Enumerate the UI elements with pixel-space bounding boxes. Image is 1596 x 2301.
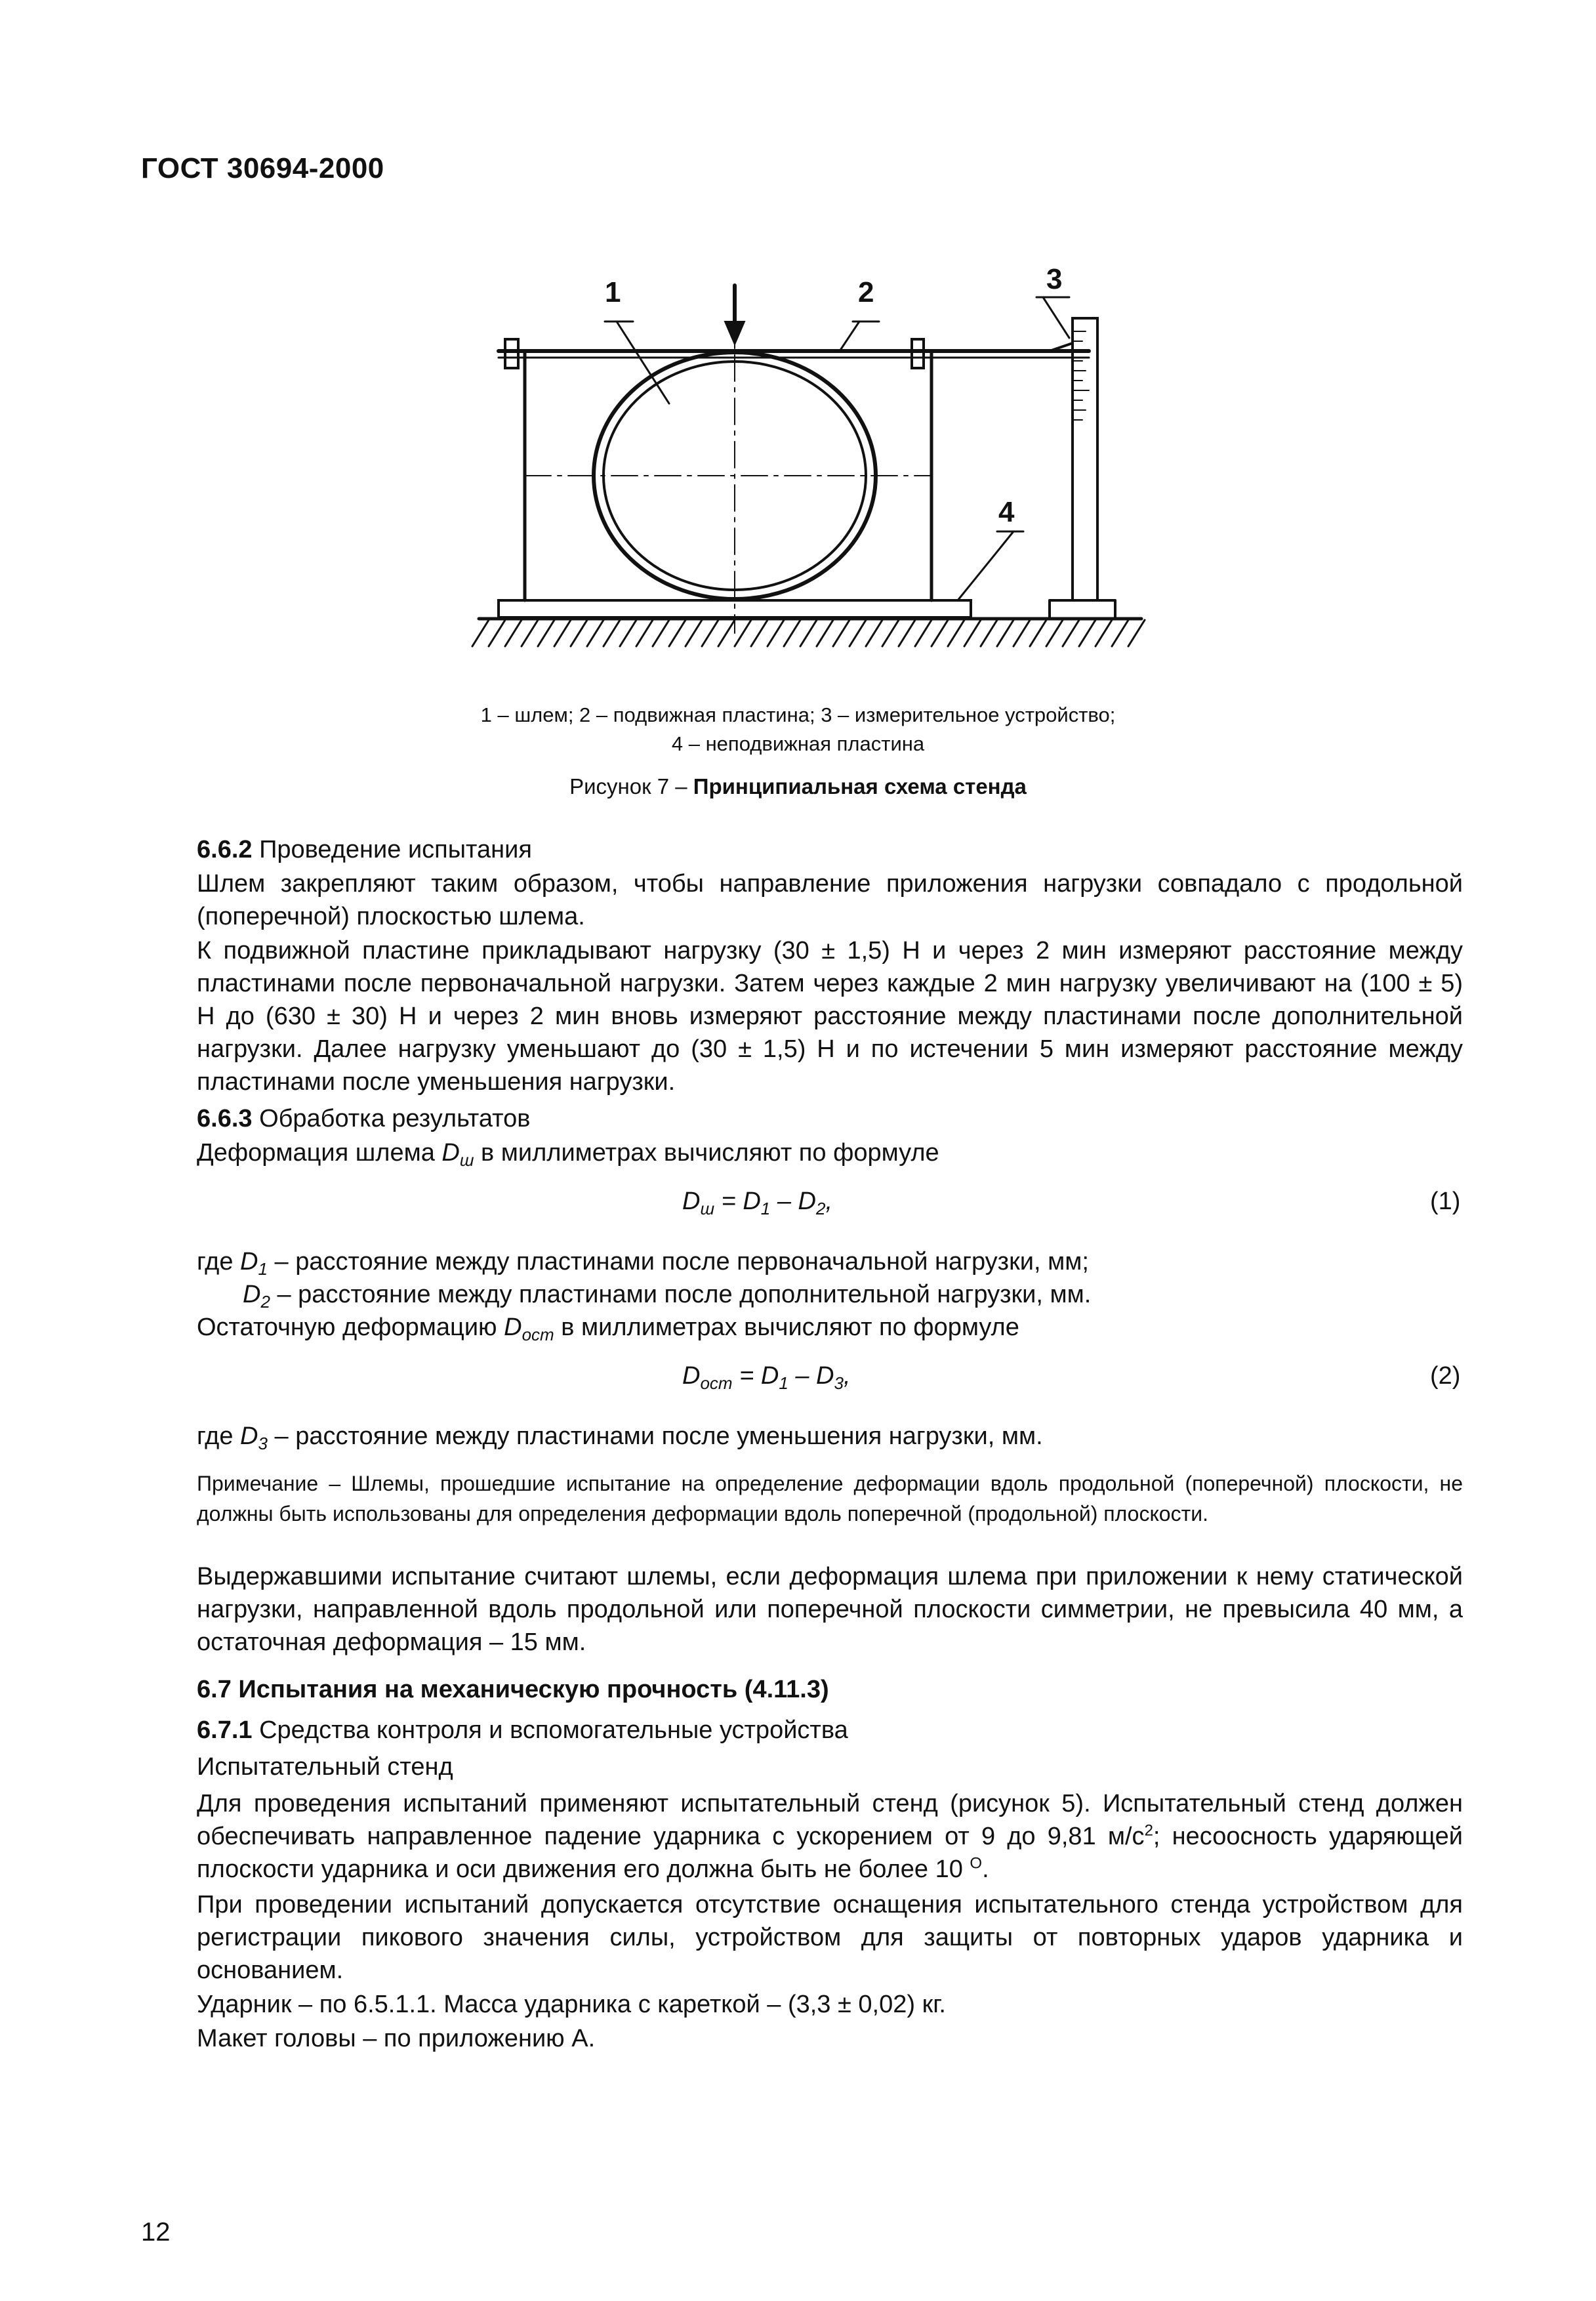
formula-1: $D_ш = D_1 - D_2$, (682, 1188, 832, 1218)
stand-p1: Для проведения испытаний применяют испытательный стенд (рисунок 5). Испытательный стенд должен обеспечивать направленное падение ударника с ускорением от 9 до 9,81 $м/с^2$; несоосность ударяющей плоскости ударника и оси движения его должна быть не более 10 $^О$. (197, 1790, 1463, 1883)
right-bolt (912, 339, 924, 368)
leader-1 (605, 321, 669, 404)
callout-2: 2 (858, 276, 874, 308)
where-d3: где $D_3$ – расстояние между пластинами после уменьшения нагрузки, мм. (197, 1422, 1043, 1453)
legend-line-2: 4 – неподвижная пластина (671, 732, 925, 755)
head-model-line: Макет головы – по приложению А. (197, 2025, 596, 2052)
left-bolt (505, 339, 518, 368)
callout-1: 1 (605, 276, 621, 308)
figure-legend (0, 701, 1596, 758)
formula-1-number: (1) (1430, 1188, 1461, 1215)
document-header: ГОСТ 30694-2000 (141, 152, 384, 184)
note: Примечание – Шлемы, прошедшие испытание на определение деформации вдоль продольной (поперечной) плоскости, не должны быть использованы для определения деформации вдоль поперечной (продольной) плоскости. (197, 1472, 1463, 1525)
column-base (1050, 600, 1115, 619)
callout-3: 3 (1046, 263, 1063, 295)
load-arrowhead (725, 321, 745, 344)
measuring-scale (1073, 331, 1089, 420)
striker-line: Ударник – по 6.5.1.1. Масса ударника с кареткой – (3,3 ± 0,02) кг. (197, 1991, 946, 2018)
deformation-intro: Деформация шлема $D_ш$ в миллиметрах вычисляют по формуле (197, 1139, 939, 1170)
leader-3 (1036, 297, 1069, 338)
stand-p2: При проведении испытаний допускается отсутствие оснащения испытательного стенда устройством для регистрации пикового значения силы, устройством для защиты от повторных ударов ударника и основанием. (197, 1891, 1463, 1984)
leader-2 (840, 321, 879, 351)
callout-4: 4 (998, 496, 1015, 528)
ground-hatching (472, 620, 1145, 646)
test-stand-diagram (459, 259, 1168, 666)
figure-caption: Рисунок 7 – Принципиальная схема стенда (569, 774, 1027, 798)
formula-2: $D_{ост} = D_1 - D_3$, (682, 1362, 851, 1393)
residual-intro: Остаточную деформацию $D_{ост}$ в миллиметрах вычисляют по формуле (197, 1314, 1019, 1344)
section-6-6-2-heading: 6.6.2 Проведение испытания (197, 836, 532, 863)
section-6-7-heading: 6.7 Испытания на механическую прочность (4.11.3) (197, 1676, 829, 1703)
page-number: 12 (141, 2218, 171, 2247)
section-6-6-2-p2: К подвижной пластине прикладывают нагрузку (30 ± 1,5) Н и через 2 мин измеряют расстояние между пластинами после первоначальной нагрузки. Затем через каждые 2 мин нагрузку увеличивают на (100 ± 5) Н до (630 ± 30) Н и через 2 мин вновь измеряют расстояние между пластинами после дополнительной нагрузки. Далее нагрузку уменьшают до (30 ± 1,5) Н и по истечении 5 мин измеряют расстояние между пластинами после уменьшения нагрузки. (197, 937, 1463, 1096)
legend-line-1: 1 – шлем; 2 – подвижная пластина; 3 – измерительное устройство; (480, 703, 1116, 726)
section-6-6-2-p1: Шлем закрепляют таким образом, чтобы направление приложения нагрузки совпадало с продольной (поперечной) плоскостью шлема. (197, 870, 1463, 930)
where-d2: $D_2$ – расстояние между пластинами после дополнительной нагрузки, мм. (243, 1281, 1092, 1312)
stand-subtitle: Испытательный стенд (197, 1753, 453, 1781)
section-6-6-3-heading: 6.6.3 Обработка результатов (197, 1105, 531, 1132)
section-6-7-1-heading: 6.7.1 Средства контроля и вспомогательные устройства (197, 1716, 848, 1744)
formula-2-number: (2) (1430, 1362, 1461, 1390)
where-d1: где $D_1$ – расстояние между пластинами после первоначальной нагрузки, мм; (197, 1248, 1089, 1279)
pass-criteria: Выдержавшими испытание считают шлемы, если деформация шлема при приложении к нему статической нагрузки, направленной вдоль продольной или поперечной плоскости симметрии, не превысила 40 мм, а остаточная деформация – 15 мм. (197, 1563, 1463, 1656)
leader-4 (958, 531, 1023, 600)
